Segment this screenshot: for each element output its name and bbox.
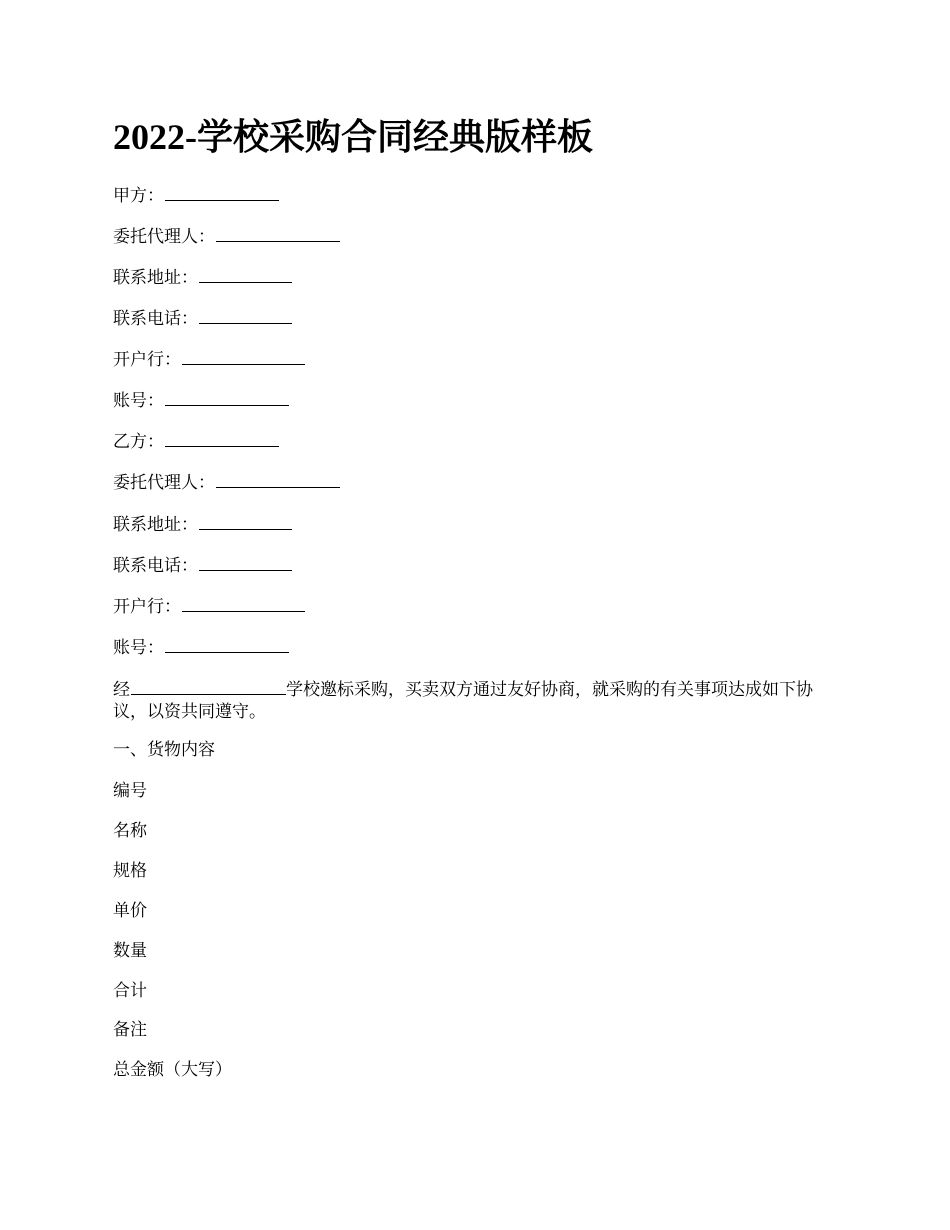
party-b-address-blank[interactable] bbox=[199, 511, 292, 530]
party-b-phone-line bbox=[113, 552, 292, 579]
party-b-bank-blank[interactable] bbox=[182, 593, 305, 612]
party-b-phone-blank[interactable] bbox=[199, 552, 292, 571]
party-a-agent-blank[interactable] bbox=[216, 223, 340, 242]
party-b-account-line bbox=[113, 634, 289, 661]
party-a-line bbox=[113, 182, 279, 209]
party-a-address-blank[interactable] bbox=[199, 264, 292, 283]
party-b-agent-blank[interactable] bbox=[216, 469, 340, 488]
party-b-blank[interactable] bbox=[165, 428, 279, 447]
party-b-address-label: 联系地址： bbox=[113, 515, 198, 535]
intro-paragraph bbox=[113, 678, 833, 723]
party-a-phone-blank[interactable] bbox=[199, 305, 292, 324]
party-a-address-line bbox=[113, 264, 292, 291]
field-item-subtotal: 合计 bbox=[113, 981, 147, 1001]
party-a-account-label: 账号： bbox=[113, 391, 164, 411]
intro-school-blank[interactable] bbox=[131, 678, 286, 695]
intro-suffix: 学校邀标采购，买卖双方通过友好协商，就采购的有关事项达成如下协议，以资共同遵守。 bbox=[113, 680, 813, 722]
field-item-name: 名称 bbox=[113, 821, 147, 841]
party-b-agent-label: 委托代理人： bbox=[113, 473, 215, 493]
field-total-amount: 总金额（大写） bbox=[113, 1060, 232, 1080]
party-b-label: 乙方： bbox=[113, 432, 164, 452]
party-a-bank-blank[interactable] bbox=[182, 346, 305, 365]
field-item-spec: 规格 bbox=[113, 861, 147, 881]
party-b-account-label: 账号： bbox=[113, 638, 164, 658]
document-title: 2022-学校采购合同经典版样板 bbox=[113, 117, 593, 157]
party-a-agent-line bbox=[113, 223, 340, 250]
party-b-agent-line bbox=[113, 469, 340, 496]
party-a-blank[interactable] bbox=[165, 182, 279, 201]
party-b-phone-label: 联系电话： bbox=[113, 556, 198, 576]
party-a-bank-line bbox=[113, 346, 305, 373]
party-a-bank-label: 开户行： bbox=[113, 350, 181, 370]
field-item-unit-price: 单价 bbox=[113, 901, 147, 921]
party-a-phone-line bbox=[113, 305, 292, 332]
section-1-heading: 一、货物内容 bbox=[113, 740, 215, 760]
field-item-quantity: 数量 bbox=[113, 941, 147, 961]
party-a-account-blank[interactable] bbox=[165, 387, 289, 406]
intro-prefix: 经 bbox=[113, 680, 130, 700]
party-a-agent-label: 委托代理人： bbox=[113, 227, 215, 247]
party-a-phone-label: 联系电话： bbox=[113, 309, 198, 329]
party-b-address-line bbox=[113, 511, 292, 538]
party-b-line bbox=[113, 428, 279, 455]
party-b-account-blank[interactable] bbox=[165, 634, 289, 653]
party-b-bank-line bbox=[113, 593, 305, 620]
party-b-bank-label: 开户行： bbox=[113, 597, 181, 617]
party-a-label: 甲方： bbox=[113, 186, 164, 206]
field-item-number: 编号 bbox=[113, 781, 147, 801]
party-a-address-label: 联系地址： bbox=[113, 268, 198, 288]
party-a-account-line bbox=[113, 387, 289, 414]
field-item-remarks: 备注 bbox=[113, 1020, 147, 1040]
